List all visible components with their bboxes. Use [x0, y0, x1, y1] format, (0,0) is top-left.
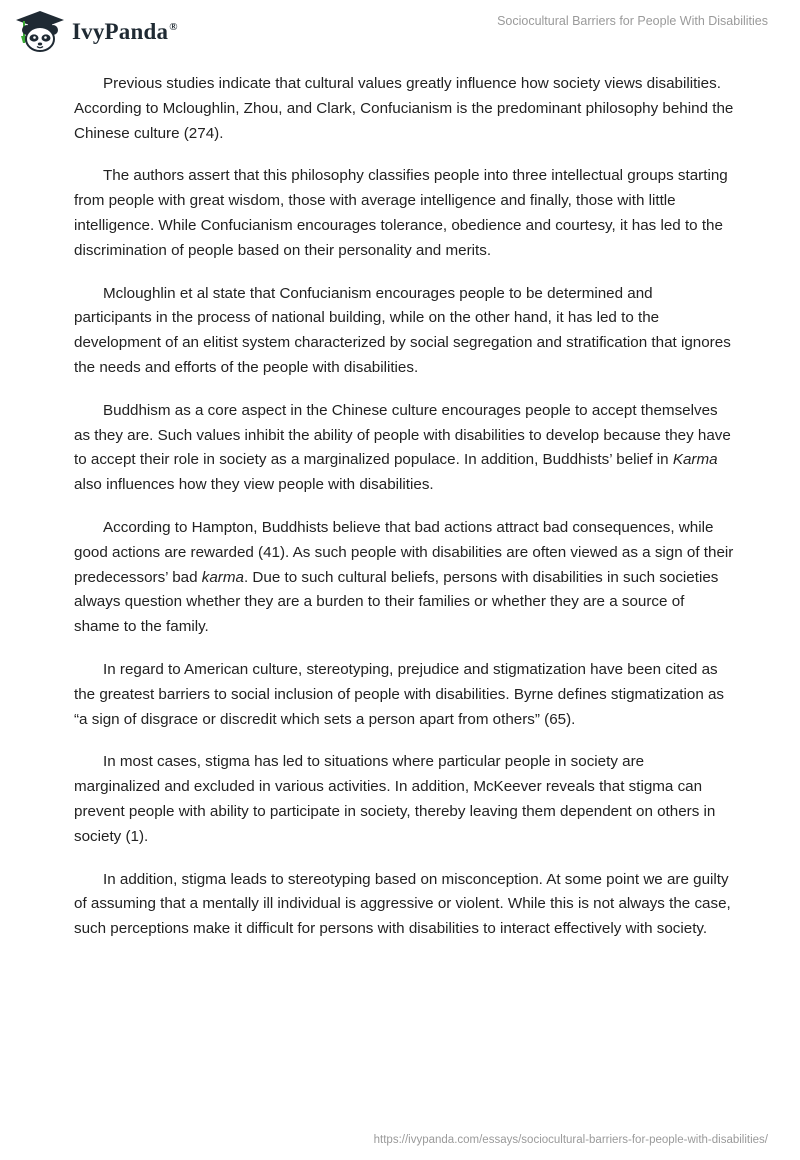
paragraph-7: In most cases, stigma has led to situations where particular people in society are marginalized and excluded in various activities. In addition, McKeever reveals that stigma can prevent people with ability to participate in society, thereby leaving them dependent on others in society (1).: [74, 753, 716, 845]
paragraph-3: Mcloughlin et al state that Confucianism encourages people to be determined and participants in the process of national building, while on the other hand, it has led to the development of an elitist system characterized by social segregation and stratification that ignores the needs and efforts of the people with disabilities.: [74, 284, 731, 376]
paragraph-5-emphasis: karma: [201, 568, 244, 586]
paragraph-4: [74, 399, 734, 498]
source-url[interactable]: https://ivypanda.com/essays/sociocultural-barriers-for-people-with-disabilities/: [373, 1134, 768, 1146]
brand-name: IvyPanda®: [72, 19, 178, 44]
paragraph-4-emphasis: Karma: [672, 451, 718, 469]
paragraph-1: Previous studies indicate that cultural values greatly influence how society views disabilities. According to Mcloughlin, Zhou, and Clark, Confucianism is the predominant philosophy behind the Chinese culture (274).: [74, 75, 734, 142]
panda-graduate-icon: [14, 10, 66, 52]
document-title: Sociocultural Barriers for People With Disabilities: [497, 14, 768, 28]
paragraph-2: The authors assert that this philosophy classifies people into three intellectual groups starting from people with great wisdom, those with average intelligence and finally, those with little intelligence. While Confucianism encourages tolerance, obedience and courtesy, it has led to the discrimination of people based on their personality and merits.: [74, 167, 728, 259]
paragraph-5: [74, 516, 734, 640]
page-header: [0, 0, 800, 64]
essay-body: [74, 72, 734, 960]
paragraph-4-text-after: also influences how they view people with disabilities.: [74, 476, 434, 494]
paragraph-4-text-before: Buddhism as a core aspect in the Chinese culture encourages people to accept themselves as they are. Such values inhibit the ability of people with disabilities to develop because they have to accept their role in society as a marginalized populace. In addition, Buddhists’ belief in: [74, 401, 731, 469]
paragraph-6: In regard to American culture, stereotyping, prejudice and stigmatization have been cited as the greatest barriers to social inclusion of people with disabilities. Byrne defines stigmatization as “a sign of disgrace or discredit which sets a person apart from others” (65).: [74, 660, 725, 728]
registered-mark: ®: [169, 21, 178, 34]
paragraph-5-text-before: According to Hampton, Buddhists believe that bad actions attract bad consequences, while good actions are rewarded (41). As such people with disabilities are often viewed as a sign of their predecessors’ bad: [74, 518, 734, 586]
ivypanda-logo[interactable]: [14, 10, 178, 52]
paragraph-8: In addition, stigma leads to stereotyping based on misconception. At some point we are guilty of assuming that a mentally ill individual is aggressive or violent. While this is not always the case, such perceptions make it difficult for persons with disabilities to interact effectively with society.: [74, 870, 731, 938]
paragraph-5-text-after: . Due to such cultural beliefs, persons with disabilities in such societies always question whether they are a burden to their families or whether they are a source of shame to the family.: [74, 568, 719, 636]
